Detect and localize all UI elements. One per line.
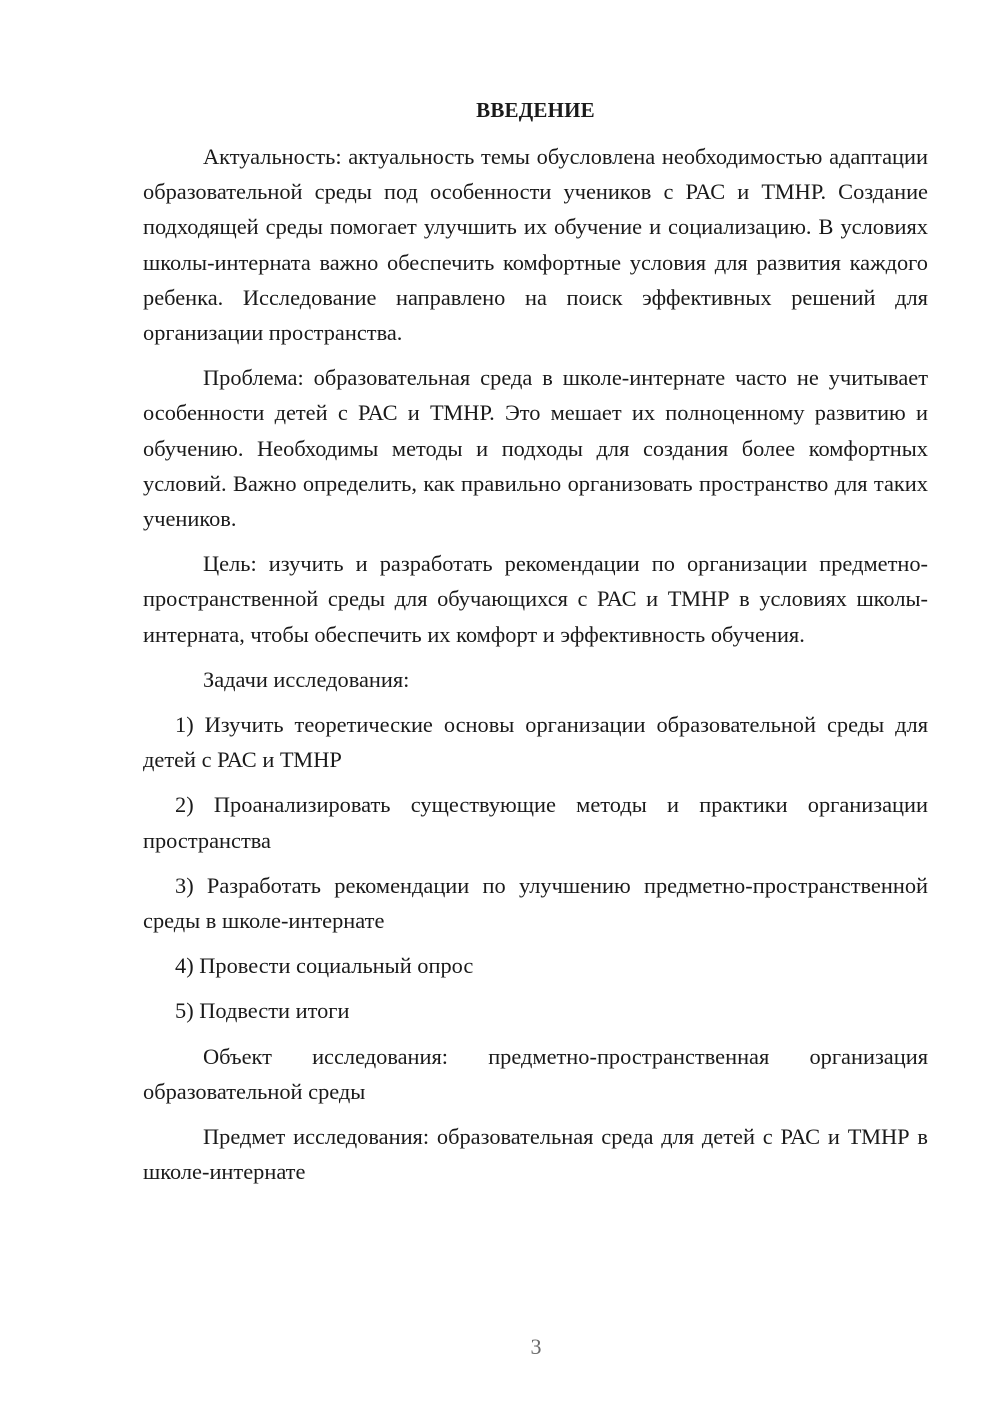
tasks-intro: Задачи исследования: [203,666,410,692]
task-item: 2) Проанализировать существующие методы и практики организации пространства [143,792,928,853]
subject-paragraph: Предмет исследования: образовательная среда для детей с РАС и ТМНР в школе-интернате [143,1124,928,1185]
section-heading: ВВЕДЕНИЕ [476,98,595,122]
object-paragraph: Объект исследования: предметно-пространственная организация образовательной среды [143,1043,928,1104]
page-number: 3 [530,1334,542,1359]
task-item: 4) Провести социальный опрос [175,953,474,979]
task-item: 1) Изучить теоретические основы организации образовательной среды для детей с РАС и ТМНР [143,712,928,773]
goal-paragraph: Цель: изучить и разработать рекомендации по организации предметно-пространственной среды для обучающихся с РАС и ТМНР в условиях школы-интерната, чтобы обеспечить их комфорт и эффективность обучения. [143,551,928,647]
task-item: 5) Подвести итоги [175,998,350,1024]
problem-paragraph: Проблема: образовательная среда в школе-интернате часто не учитывает особенности детей с РАС и ТМНР. Это мешает их полноценному развитию и обучению. Необходимы методы и подходы для создания более комфортных условий. Важно определить, как правильно организовать пространство для таких учеников. [143,365,928,532]
relevance-paragraph: Актуальность: актуальность темы обусловлена необходимостью адаптации образовательной среды под особенности учеников с РАС и ТМНР. Создание подходящей среды помогает улучшить их обучение и социализацию. В условиях школы-интерната важно обеспечить комфортные условия для развития каждого ребенка. Исследование направлено на поиск эффективных решений для организации пространства. [143,144,928,346]
page-content [143,92,928,1199]
task-item: 3) Разработать рекомендации по улучшению предметно-пространственной среды в школе-интернате [143,872,928,934]
tasks-list [143,707,928,1029]
